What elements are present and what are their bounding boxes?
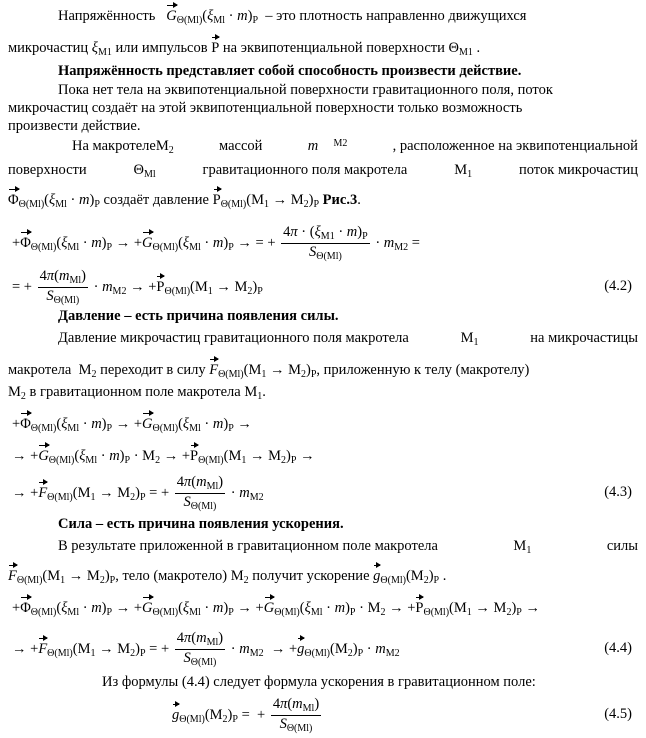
text-line: $\Phi_{\Theta(Ml)}(\xi_{Ml} \cdot m)_P$ создаёт давление $P_{\Theta(Ml)}(M_1 \to M_2)_P$ Рис.3. (8, 192, 361, 210)
section-heading: Напряжённость представляет собой способность произвести действие. (58, 63, 522, 79)
equation-line: $+\Phi_{\Theta(Ml)}(\xi_{Ml} \cdot m)_P \to +G_{\Theta(Ml)}(\xi_{Ml} \cdot m)_P \to +G_{\Theta(Ml)}(\xi_{Ml} \cdot m)_P \cdot M_2 \to +P_{\Theta(Ml)}(M_1 \to M_2)_P$ → (12, 600, 540, 618)
text: поток микрочастиц (518, 162, 638, 178)
text: массой (219, 138, 263, 154)
equation-line: $g_{\Theta(Ml)}(M_2)_P$ = + $\frac{4\pi(m_{Ml})}{S_{\Theta(Ml)}}$ (172, 696, 320, 734)
text-line: На макротелеM$_2$ массой m M2 , расположенное на эквипотенциальной (72, 138, 638, 156)
text: макротела (8, 362, 72, 378)
equation-number: (4.2) (604, 278, 632, 294)
text-line: $F_{\Theta(Ml)}(M_1 \to M_2)_P$, тело (макротело) $M_2$ получит ускорение $g_{\Theta(Ml)}(M_2)_P$ . (8, 568, 447, 586)
equation-number: (4.4) (604, 640, 632, 656)
equation-number: (4.5) (604, 706, 632, 722)
text: поверхности (8, 162, 87, 178)
section-heading: Давление – есть причина появления силы. (58, 308, 339, 324)
text-line: поверхности $\Theta_{Ml}$ гравитационного поля макротела $M_1$ поток микрочастиц (8, 162, 638, 180)
text-line: Пока нет тела на эквипотенциальной поверхности гравитационного поля, поток (58, 82, 553, 98)
text-line: произвести действие. (8, 118, 141, 134)
text-line: Давление микрочастиц гравитационного поля макротела $M_1$ на микрочастицы (58, 330, 638, 348)
text-line: микрочастиц $\xi_{M1}$ или импульсов P на эквипотенциальной поверхности $\Theta_{M1}$ . (8, 40, 481, 58)
text: В результате приложенной в гравитационном поле макротела (58, 538, 438, 554)
equation-line: → $+F_{\Theta(Ml)}(M_1 \to M_2)_P$ = + $\frac{4\pi(m_{Ml})}{S_{\Theta(Ml)}}$ · $m_{M2}$ (12, 474, 264, 512)
text: на эквипотенциальной поверхности (222, 40, 445, 56)
text: получит ускорение (252, 568, 370, 584)
text-line: макротела $M_2$ переходит в силу $F_{\Theta(Ml)}(M_1 \to M_2)_P$, приложенную к телу (макротелу) (8, 362, 530, 380)
text: в гравитационном поле макротела (29, 384, 241, 400)
equation-line: $+\Phi_{\Theta(Ml)}(\xi_{Ml} \cdot m)_P \to +G_{\Theta(Ml)}(\xi_{Ml} \cdot m)_P$ → (12, 416, 252, 434)
text: на микрочастицы (530, 330, 638, 346)
text: Напряжённость (58, 8, 156, 24)
text: или импульсов (115, 40, 208, 56)
text: , приложенную к телу (макротелу) (316, 362, 530, 378)
text: микрочастиц (8, 40, 89, 56)
text: , расположенное на эквипотенциальной (392, 138, 638, 154)
equation-line: $+\Phi_{\Theta(Ml)}(\xi_{Ml} \cdot m)_P \to +G_{\Theta(Ml)}(\xi_{Ml} \cdot m)_P$ → = + $\frac{4\pi \cdot (\xi_{M1} \cdot m)_P}{S_{\Theta(Ml)}}$ · $m_{M2}$ = (12, 224, 420, 262)
text: На макротеле (72, 138, 156, 154)
equation-line: → $+F_{\Theta(Ml)}(M_1 \to M_2)_P$ = + $\frac{4\pi(m_{Ml})}{S_{\Theta(Ml)}}$ · $m_{M2} \to +g_{\Theta(Ml)}(M_2)_P \cdot m_{M2}$ (12, 630, 400, 668)
text-line: микрочастиц создаёт на этой эквипотенциальной поверхности только возможность (8, 100, 523, 116)
text: создаёт давление (103, 192, 209, 208)
equation-line: = + $\frac{4\pi(m_{Ml})}{S_{\Theta(Ml)}}$ · $m_{M2} \to +P_{\Theta(Ml)}(M_1 \to M_2)_P$ (12, 268, 263, 306)
equation-line: → $+G_{\Theta(Ml)}(\xi_{Ml} \cdot m)_P \cdot M_2 \to +P_{\Theta(Ml)}(M_1 \to M_2)_P$ → (12, 448, 315, 466)
text: – это плотность направленно движущихся (265, 8, 527, 24)
text-line: В результате приложенной в гравитационном поле макротела $M_1$ силы (58, 538, 638, 556)
section-heading: Сила – есть причина появления ускорения. (58, 516, 344, 532)
text: силы (606, 538, 638, 554)
equation-number: (4.3) (604, 484, 632, 500)
text: Давление микрочастиц гравитационного поля макротела (58, 330, 409, 346)
text: , тело (макротело) (115, 568, 228, 584)
text-line: Напряжённость $G_{\Theta(Ml)}(\xi_{Ml} \cdot m)_P$ – это плотность направленно движущихся (58, 8, 527, 26)
text-line: $M_2$ в гравитационном поле макротела $M_1$. (8, 384, 266, 402)
figure-ref: Рис.3 (322, 192, 358, 208)
text-line: Из формулы (4.4) следует формула ускорения в гравитационном поле: (102, 674, 536, 690)
text: гравитационного поля макротела (202, 162, 408, 178)
text: переходит в силу (100, 362, 206, 378)
